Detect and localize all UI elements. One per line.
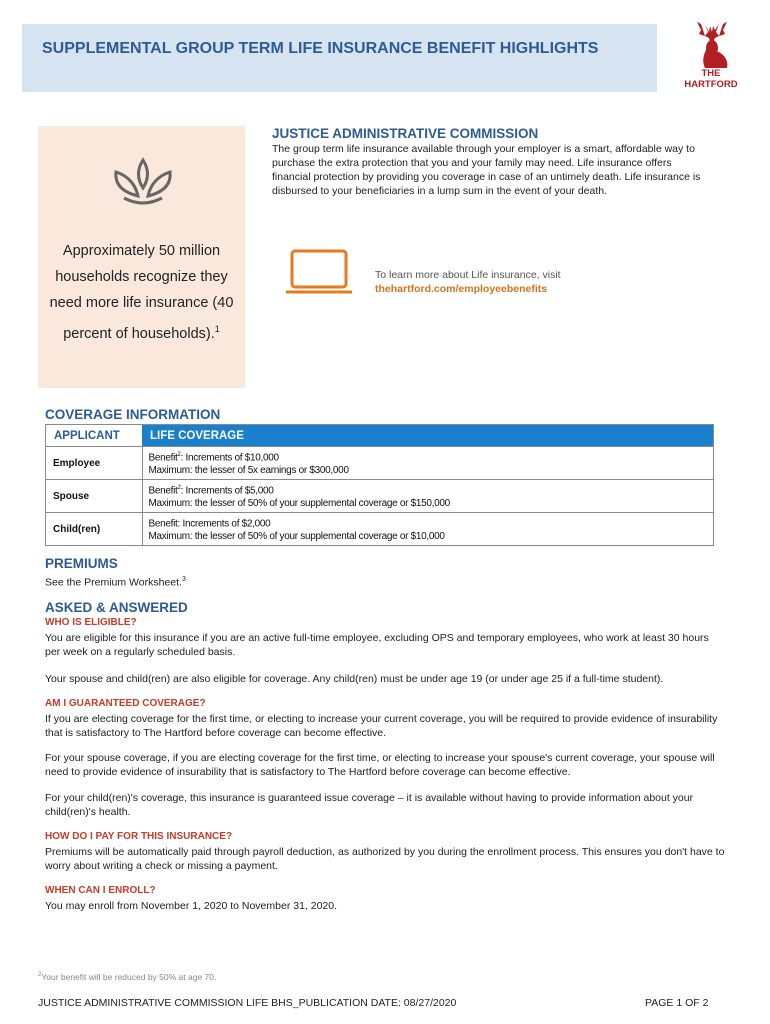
benefit-value: : Increments of $10,000 xyxy=(180,452,279,464)
logo-line2: HARTFORD xyxy=(684,79,738,90)
coverage-cell xyxy=(142,513,714,546)
answer-paragraph: For your spouse coverage, if you are electing coverage for the first time, or electing to increase your spouse's current coverage, your spouse will need to provide evidence of insurability that is satisfactory to The Hartford before coverage can become effective. xyxy=(45,752,715,778)
table-row xyxy=(46,480,714,513)
premiums-sentence: See the Premium Worksheet. xyxy=(45,576,182,589)
page-number: PAGE 1 OF 2 xyxy=(645,997,709,1009)
question-enroll: WHEN CAN I ENROLL? xyxy=(45,885,156,896)
premiums-title: PREMIUMS xyxy=(45,556,118,571)
premiums-text xyxy=(45,573,725,590)
coverage-title: COVERAGE INFORMATION xyxy=(45,407,221,422)
table-row xyxy=(46,447,714,480)
footnote-marker: 2 xyxy=(38,972,42,979)
stat-text: Approximately 50 million households recognize they need more life insurance (40 percent of households). xyxy=(49,243,234,342)
answer-paragraph: You are eligible for this insurance if you are an active full-time employee, excluding OPS and temporary employees, who work at least 30 hours per week on a regularly scheduled basis. xyxy=(45,632,709,658)
organization-title: JUSTICE ADMINISTRATIVE COMMISSION xyxy=(272,126,539,141)
table-row xyxy=(46,513,714,546)
footnote-ref: 2 xyxy=(177,484,181,491)
footnote-ref: 3 xyxy=(181,576,186,583)
stag-icon xyxy=(675,20,747,68)
table-header-row xyxy=(46,425,714,447)
applicant-cell: Employee xyxy=(46,447,143,480)
stat-box xyxy=(38,126,245,388)
maximum-value: Maximum: the lesser of 50% of your supplemental coverage or $150,000 xyxy=(148,498,450,510)
question-eligible: WHO IS ELIGIBLE? xyxy=(45,617,137,628)
coverage-cell xyxy=(142,480,714,513)
coverage-cell xyxy=(142,447,714,480)
qa-title: ASKED & ANSWERED xyxy=(45,600,188,615)
header-applicant: APPLICANT xyxy=(46,425,143,447)
applicant-cell: Child(ren) xyxy=(46,513,143,546)
question-pay: HOW DO I PAY FOR THIS INSURANCE? xyxy=(45,831,233,842)
learn-more-text: To learn more about Life insurance, visit xyxy=(375,269,561,281)
answer-paragraph: You may enroll from November 1, 2020 to November 31, 2020. xyxy=(45,900,338,912)
maximum-value: Maximum: the lesser of 5x earnings or $300,000 xyxy=(148,465,349,477)
question-guaranteed: AM I GUARANTEED COVERAGE? xyxy=(45,698,206,709)
answer-paragraph: If you are electing coverage for the first time, or electing to increase your current coverage, you will be required to provide evidence of insurability that is satisfactory to The Hartford before coverage can become effective. xyxy=(45,713,718,739)
hartford-logo xyxy=(675,20,747,100)
laptop-icon xyxy=(284,248,354,298)
footnote-ref: 2 xyxy=(177,451,181,458)
benefit-label: Benefit xyxy=(148,485,178,497)
header-band xyxy=(22,24,657,92)
answer-paragraph: For your child(ren)'s coverage, this insurance is guaranteed issue coverage – it is available without having to provide information about your child(ren)'s health. xyxy=(45,792,694,818)
footnote xyxy=(38,972,216,982)
learn-more-link[interactable]: thehartford.com/employeebenefits xyxy=(375,283,548,295)
footnote-text: Your benefit will be reduced by 50% at age 70. xyxy=(41,972,217,982)
benefit-value: : Increments of $5,000 xyxy=(180,485,274,497)
maximum-value: Maximum: the lesser of 50% of your supplemental coverage or $10,000 xyxy=(148,531,445,543)
applicant-cell: Spouse xyxy=(46,480,143,513)
footer-publication: JUSTICE ADMINISTRATIVE COMMISSION LIFE BHS_PUBLICATION DATE: 08/27/2020 xyxy=(38,997,457,1009)
page-title: SUPPLEMENTAL GROUP TERM LIFE INSURANCE BENEFIT HIGHLIGHTS xyxy=(42,40,599,57)
intro-paragraph: The group term life insurance available through your employer is a smart, affordable way to purchase the extra protection that you and your family may need. Life insurance offers financial protection by providing you coverage in case of an untimely death. Life insurance is disbursed to your beneficiaries in a lump sum in the event of your death. xyxy=(272,143,701,197)
leaf-icon xyxy=(108,154,178,208)
learn-more xyxy=(375,268,561,296)
logo-line1: THE xyxy=(701,68,721,79)
answer-paragraph: Premiums will be automatically paid through payroll deduction, as authorized by you during the enrollment process. This ensures you don't have to worry about writing a check or missing a payment. xyxy=(45,846,725,872)
coverage-table xyxy=(45,424,714,546)
stat-footnote-ref: 1 xyxy=(214,324,220,334)
benefit-label: Benefit: Increments of $2,000 xyxy=(148,518,271,530)
answer-paragraph: Your spouse and child(ren) are also eligible for coverage. Any child(ren) must be under age 19 (or under age 25 if a full-time student). xyxy=(45,673,664,685)
header-life-coverage: LIFE COVERAGE xyxy=(142,425,714,447)
benefit-label: Benefit xyxy=(148,452,178,464)
